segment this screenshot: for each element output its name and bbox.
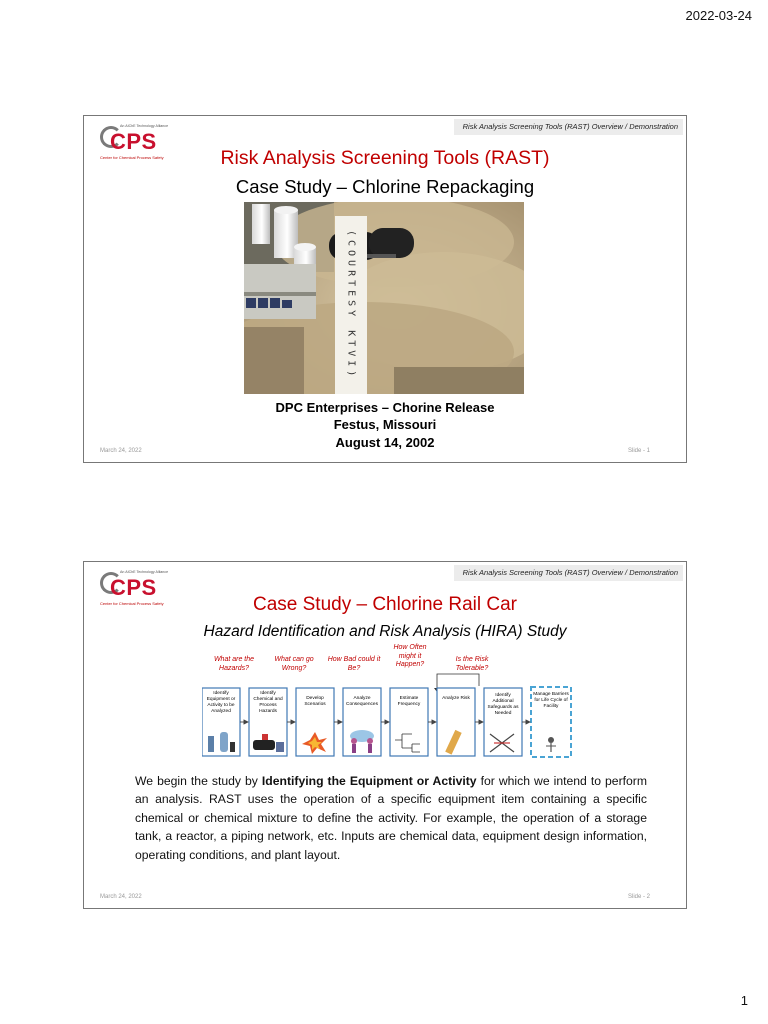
slide-header-text: Risk Analysis Screening Tools (RAST) Overview / Demonstration: [462, 122, 678, 131]
slide-header-text: Risk Analysis Screening Tools (RAST) Overview / Demonstration: [462, 568, 678, 577]
logo-tagline: An AIChE Technology Alliance: [120, 570, 169, 574]
body-bold-phrase: Identifying the Equipment or Activity: [261, 774, 477, 788]
hira-process-diagram: [202, 644, 572, 769]
slide-footer-date: March 24, 2022: [100, 894, 142, 900]
step-label-1: Identify Equipment or Activity to be Analyzed: [206, 691, 236, 714]
slide-1: [83, 115, 687, 463]
caption-line-company: DPC Enterprises – Chorine Release: [275, 400, 495, 415]
slide-2: [83, 561, 687, 909]
step-label-6: Analyze Risk: [442, 696, 470, 701]
step-label-4: Analyze Consequences: [345, 696, 378, 707]
step-label-2: Identify Chemical and Process Hazards: [253, 691, 283, 714]
slide-footer-date: March 24, 2022: [100, 448, 142, 454]
logo-wordmark: CPS: [110, 575, 157, 600]
question-how-bad: How Bad could it Be?: [327, 656, 381, 672]
chlorine-release-photo: [244, 202, 524, 394]
logo-tagline: An AIChE Technology Alliance: [120, 124, 169, 128]
slide-title: Case Study – Chlorine Rail Car: [252, 594, 517, 615]
question-how-often: How Often might it Happen?: [393, 644, 427, 668]
body-intro: We begin the study by: [135, 774, 262, 788]
slide-subtitle: Hazard Identification and Risk Analysis (HIRA) Study: [203, 623, 567, 640]
question-risk-tolerable: Is the Risk Tolerable?: [455, 656, 489, 672]
caption-line-location: Festus, Missouri: [333, 417, 437, 432]
logo-subtitle: Center for Chemical Process Safety: [100, 601, 164, 606]
photo-credit: (COURTESY KTVI): [335, 216, 367, 394]
logo-wordmark: CPS: [110, 129, 157, 154]
caption-line-date: August 14, 2002: [335, 435, 435, 450]
body-rest: for which we intend to perform an analysis. RAST uses the operation of a specific equipment item containing a specific chemical or chemical mixture to define the activity. For example, the operation of a storage tank, a reactor, a piping network, etc. Inputs are chemical data, equipment design information, operating conditions, and plant layout.: [135, 774, 648, 862]
question-hazards: What are the Hazards?: [213, 656, 255, 672]
page-date: 2022-03-24: [685, 8, 752, 23]
slide-body-paragraph: [135, 772, 647, 864]
slide-title: Risk Analysis Screening Tools (RAST): [220, 147, 550, 169]
slide-footer-number: Slide - 2: [627, 894, 650, 900]
photo-illustration: [244, 202, 524, 394]
question-what-can-go-wrong: What can go Wrong?: [274, 656, 314, 672]
slide-subtitle: Case Study – Chlorine Repackaging: [235, 176, 535, 197]
step-label-3: Develop Scenarios: [304, 696, 326, 707]
step-label-7: Identify Additional Safeguards as Needed: [487, 693, 519, 716]
step-label-5: Estimate Frequency: [397, 696, 421, 707]
page-number: 1: [740, 993, 748, 1008]
step-label-8: Manage Barriers for Life Cycle of Facility: [533, 692, 569, 709]
logo-subtitle: Center for Chemical Process Safety: [100, 155, 164, 160]
slide-footer-number: Slide - 1: [627, 448, 650, 454]
